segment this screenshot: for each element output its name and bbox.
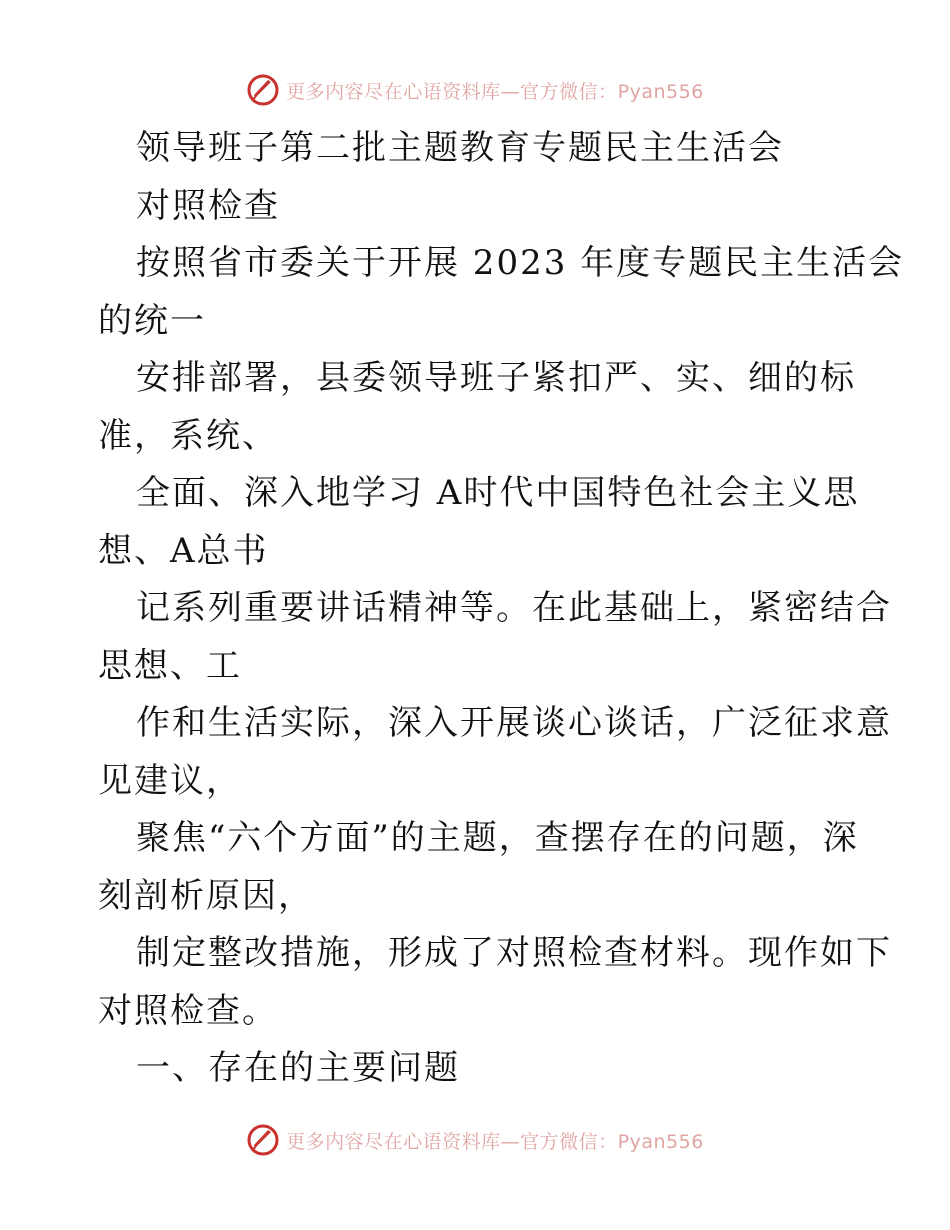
watermark-footer — [0, 1120, 950, 1160]
document-title-line: 领导班子第二批主题教育专题民主生活会 — [136, 128, 784, 168]
document-text-line: 对照检查。 — [98, 990, 278, 1031]
document-text-line: 见建议， — [98, 760, 242, 801]
document-text-line: 准，系统、 — [98, 415, 278, 456]
document-text-line: 按照省市委关于开展 2023 年度专题民主生活会 — [136, 243, 905, 283]
document-text-line: 作和生活实际，深入开展谈心谈话，广泛征求意 — [136, 703, 892, 743]
document-text-line: 制定整改措施，形成了对照检查材料。现作如下 — [136, 933, 892, 973]
quill-pen-logo-icon — [246, 73, 280, 107]
watermark-text: 更多内容尽在心语资料库—官方微信：Pyan556 — [286, 80, 704, 103]
document-text-line: 的统一 — [98, 300, 206, 341]
document-text-line: 刻剖析原因， — [98, 875, 314, 916]
document-text-line: 一、存在的主要问题 — [136, 1048, 460, 1088]
document-text-line: 安排部署，县委领导班子紧扣严、实、细的标 — [136, 358, 856, 398]
document-text-line: 思想、工 — [98, 645, 242, 686]
document-text-line: 聚焦“六个方面”的主题，查摆存在的问题，深 — [136, 818, 859, 858]
document-text-line: 想、A总书 — [98, 530, 269, 571]
document-text-line: 对照检查 — [136, 185, 280, 226]
watermark-header — [0, 70, 950, 110]
document-body — [98, 120, 905, 1098]
document-text-line: 全面、深入地学习 A时代中国特色社会主义思 — [136, 473, 860, 513]
watermark-text: 更多内容尽在心语资料库—官方微信：Pyan556 — [286, 1130, 704, 1153]
quill-pen-logo-icon — [246, 1123, 280, 1157]
document-text-line: 记系列重要讲话精神等。在此基础上，紧密结合 — [136, 588, 892, 628]
